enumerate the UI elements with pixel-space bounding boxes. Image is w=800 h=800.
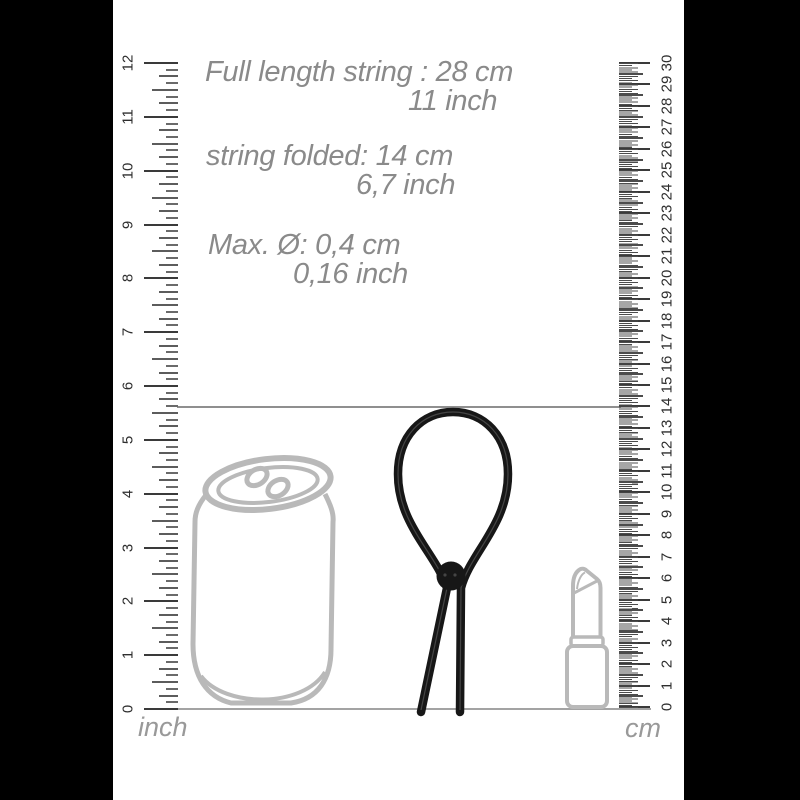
ruler-tick: [159, 75, 178, 77]
ruler-number: 17: [658, 333, 676, 351]
ruler-tick: [166, 365, 178, 367]
ruler-tick: [166, 351, 178, 353]
ruler-tick: [159, 237, 178, 239]
ruler-tick: [166, 486, 178, 488]
ruler-tick: [152, 466, 178, 468]
ruler-number: 23: [658, 204, 676, 222]
ruler-tick: [152, 89, 178, 91]
ruler-tick: [166, 69, 178, 71]
ruler-number: 25: [658, 161, 676, 179]
ruler-tick: [166, 459, 178, 461]
ruler-tick: [166, 311, 178, 313]
ruler-number: 27: [658, 119, 676, 136]
ruler-number: 30: [658, 54, 676, 72]
ruler-tick: [159, 695, 178, 697]
ruler-tick: [166, 378, 178, 380]
lipstick-illustration: [558, 563, 618, 713]
letterbox-bar-right: [684, 0, 800, 800]
ruler-number: 10: [658, 483, 676, 501]
ruler-tick: [166, 621, 178, 623]
ruler-number: 0: [658, 702, 676, 712]
ruler-number: 3: [658, 638, 676, 647]
ruler-number: 7: [119, 327, 137, 337]
ruler-cm-unit-label: cm: [625, 713, 661, 743]
ruler-tick: [166, 594, 178, 596]
ruler-tick: [159, 668, 178, 670]
ruler-tick: [166, 271, 178, 273]
spec-diameter-inch: 0,16 inch: [293, 258, 408, 290]
ruler-number: 3: [119, 543, 137, 552]
ruler-number: 13: [658, 419, 676, 437]
ruler-tick: [144, 62, 178, 64]
spec-diameter-cm: Max. Ø: 0,4 cm: [208, 229, 401, 261]
ruler-tick: [159, 318, 178, 320]
letterbox-bar-left: [0, 0, 113, 800]
ruler-tick: [166, 688, 178, 690]
ruler-tick: [166, 338, 178, 340]
product-dimension-diagram: [113, 0, 684, 800]
ruler-tick: [166, 661, 178, 663]
ruler-number: 24: [658, 183, 676, 201]
ruler-tick: [159, 641, 178, 643]
ruler-tick: [166, 540, 178, 542]
ruler-tick: [144, 170, 178, 172]
ruler-tick: [152, 143, 178, 145]
ruler-number: 5: [658, 595, 676, 604]
ruler-number: 0: [119, 704, 137, 714]
ruler-tick: [166, 217, 178, 219]
ruler-cm-millimeter-strip-long: [632, 63, 638, 708]
ruler-tick: [159, 587, 178, 589]
ruler-tick: [166, 203, 178, 205]
ruler-number: 29: [658, 76, 676, 93]
ruler-tick: [152, 197, 178, 199]
ruler-tick: [166, 230, 178, 232]
ruler-number: 8: [658, 531, 676, 540]
ruler-tick: [159, 506, 178, 508]
ruler-tick: [159, 183, 178, 185]
ruler-tick: [166, 701, 178, 703]
ruler-tick: [159, 210, 178, 212]
soda-can-illustration: [185, 448, 345, 713]
ruler-tick: [166, 123, 178, 125]
ruler-tick: [144, 708, 178, 710]
ruler-tick: [144, 654, 178, 656]
ruler-tick: [166, 526, 178, 528]
ruler-tick: [166, 298, 178, 300]
ruler-number: 11: [119, 109, 137, 125]
ruler-tick: [166, 244, 178, 246]
ruler-number: 12: [658, 441, 676, 458]
ruler-tick: [166, 284, 178, 286]
ruler-tick: [152, 681, 178, 683]
ruler-number: 6: [658, 574, 676, 583]
ruler-tick: [166, 472, 178, 474]
ruler-number: 28: [658, 97, 676, 115]
ruler-tick: [159, 345, 178, 347]
ruler-tick: [166, 136, 178, 138]
ruler-tick: [166, 607, 178, 609]
ruler-tick: [159, 102, 178, 104]
ruler-tick: [166, 419, 178, 421]
ruler-tick: [166, 513, 178, 515]
ruler-tick: [152, 250, 178, 252]
ruler-number: 5: [119, 435, 137, 444]
ruler-tick: [144, 277, 178, 279]
ruler-tick: [159, 291, 178, 293]
ruler-number: 21: [658, 247, 676, 265]
ruler-number: 4: [658, 616, 676, 626]
ruler-tick: [152, 412, 178, 414]
ruler-tick: [166, 324, 178, 326]
ruler-tick: [144, 439, 178, 441]
ruler-tick: [144, 116, 178, 118]
ruler-tick: [144, 331, 178, 333]
ruler-tick: [159, 425, 178, 427]
ruler-tick: [159, 560, 178, 562]
ruler-number: 1: [119, 650, 137, 660]
ruler-tick: [166, 190, 178, 192]
ruler-number: 4: [119, 489, 137, 498]
ruler-tick: [166, 176, 178, 178]
slider-bead: [437, 562, 466, 591]
ruler-tick: [166, 647, 178, 649]
ruler-number: 9: [658, 509, 676, 518]
ruler-tick: [159, 452, 178, 454]
ruler-tick: [144, 547, 178, 549]
ruler-tick: [166, 674, 178, 676]
ruler-number: 2: [119, 597, 137, 606]
ruler-tick: [159, 372, 178, 374]
ruler-tick: [159, 264, 178, 266]
ruler-number: 8: [119, 274, 137, 283]
ruler-tick: [159, 129, 178, 131]
ruler-tick: [159, 533, 178, 535]
ruler-tick: [166, 634, 178, 636]
spec-folded-cm: string folded: 14 cm: [206, 140, 454, 172]
ruler-tick: [166, 109, 178, 111]
ruler-tick: [144, 493, 178, 495]
ruler-inch-unit-label: inch: [138, 712, 188, 742]
spec-folded-inch: 6,7 inch: [356, 169, 456, 201]
ruler-number: 7: [658, 552, 676, 561]
ruler-tick: [152, 358, 178, 360]
ruler-number: 10: [119, 162, 137, 179]
ruler-tick: [166, 446, 178, 448]
ruler-tick: [166, 96, 178, 98]
ruler-number: 1: [658, 681, 676, 690]
ruler-number: 6: [119, 381, 137, 391]
ruler-tick: [166, 149, 178, 151]
ruler-tick: [166, 553, 178, 555]
ruler-tick: [159, 156, 178, 158]
adjustable-loop-product-illustration: [390, 402, 520, 718]
ruler-tick: [166, 499, 178, 501]
ruler-number: 15: [658, 376, 676, 394]
pull-tab-icon: [244, 465, 292, 501]
ruler-number: 9: [119, 220, 137, 229]
spec-full-length-inch: 11 inch: [408, 85, 498, 117]
ruler-number: 2: [658, 659, 676, 669]
ruler-tick: [166, 163, 178, 165]
ruler-number: 16: [658, 355, 676, 372]
ruler-tick: [166, 392, 178, 394]
ruler-number: 11: [658, 463, 676, 479]
ruler-tick: [166, 580, 178, 582]
ruler-number: 18: [658, 312, 676, 329]
ruler-tick: [166, 82, 178, 84]
ruler-tick: [166, 257, 178, 259]
ruler-tick: [152, 520, 178, 522]
ruler-number: 19: [658, 290, 676, 308]
ruler-tick: [144, 600, 178, 602]
ruler-number: 22: [658, 226, 676, 244]
ruler-tick: [152, 304, 178, 306]
ruler-tick: [144, 224, 178, 226]
ruler-number: 20: [658, 269, 676, 286]
ruler-tick: [166, 432, 178, 434]
ruler-tick: [166, 405, 178, 407]
ruler-tick: [144, 385, 178, 387]
ruler-number: 26: [658, 140, 676, 158]
spec-full-length-cm: Full length string : 28 cm: [205, 56, 514, 88]
ruler-tick: [152, 627, 178, 629]
ruler-tick: [166, 567, 178, 569]
ruler-tick: [152, 573, 178, 575]
ruler-tick: [159, 614, 178, 616]
ruler-tick: [159, 398, 178, 400]
ruler-cm-millimeter-strip: [619, 63, 632, 708]
ruler-tick: [159, 479, 178, 481]
ruler-number: 14: [658, 398, 676, 415]
ruler-number: 12: [119, 54, 137, 72]
